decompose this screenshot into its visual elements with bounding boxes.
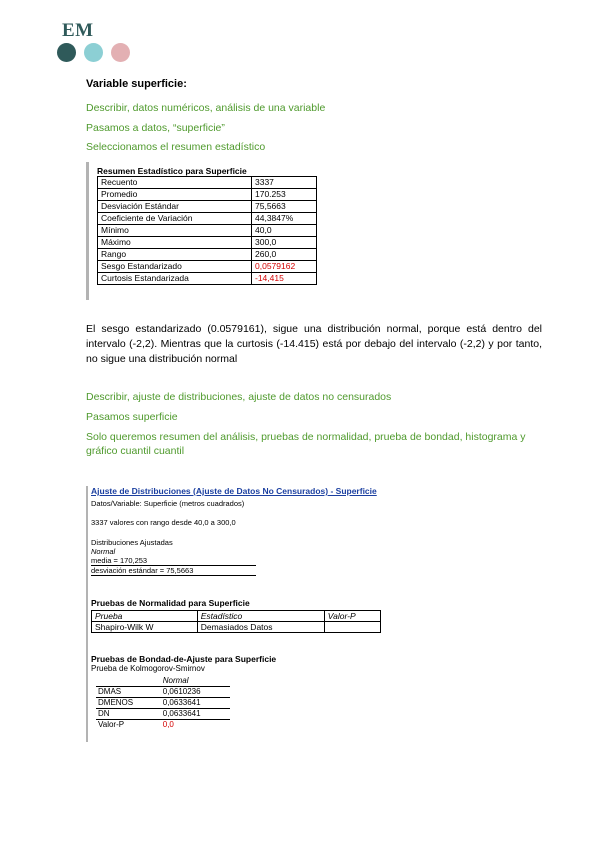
step-1-3: Seleccionamos el resumen estadístico [86,141,266,153]
logo-text: EM [62,20,94,41]
row-label: Máximo [98,237,252,249]
fit-title: Ajuste de Distribuciones (Ajuste de Datos No Censurados) - Superficie [91,486,377,496]
fit-output-block [86,486,428,742]
row-label: Sesgo Estandarizado [98,261,252,273]
row-value: 260,0 [252,249,317,261]
fitted-distribution-lines [91,547,256,576]
header-cell: Prueba [92,611,198,622]
header-cell: Normal [161,676,230,687]
table-row [98,189,317,201]
row-value: 170.253 [252,189,317,201]
row-value: -14,415 [252,273,317,285]
row-label: Curtosis Estandarizada [98,273,252,285]
logo-dot-pink [111,43,130,62]
summary-table [97,176,317,285]
row-value: 0,0 [162,720,174,729]
normality-title: Pruebas de Normalidad para Superficie [91,598,250,608]
gof-subtitle: Prueba de Kolmogorov-Smirnov [91,664,205,673]
gof-table [96,676,230,730]
gof-title: Pruebas de Bondad-de-Ajuste para Superficie [91,654,277,664]
table-row [98,177,317,189]
row-label: DN [96,709,161,720]
step-1-2: Pasamos a datos, “superficie” [86,122,225,134]
cell: Shapiro-Wilk W [92,622,198,633]
cell: Demasiados Datos [197,622,324,633]
table-row [96,709,230,720]
summary-title: Resumen Estadístico para Superficie [97,166,247,176]
header-cell: Valor-P [324,611,380,622]
table-row [98,213,317,225]
row-value: 40,0 [252,225,317,237]
fitted-line: media = 170,253 [91,556,256,566]
section-heading: Variable superficie: [86,78,187,90]
row-value: 0,0579162 [252,261,317,273]
row-label: Mínimo [98,225,252,237]
table-header-row [96,676,230,687]
fitted-distributions-label: Distribuciones Ajustadas [91,538,173,547]
row-value: 0,0633641 [161,709,230,720]
row-label: DMENOS [96,698,161,709]
table-row [96,720,230,731]
row-label: Valor-P [98,720,125,729]
row-value: 44,3847% [252,213,317,225]
logo-dot-dark [57,43,76,62]
row-label: Desviación Estándar [98,201,252,213]
step-2-2: Pasamos superficie [86,411,178,423]
table-row [98,225,317,237]
step-2-1: Describir, ajuste de distribuciones, ajuste de datos no censurados [86,391,392,403]
table-row [98,273,317,285]
logo-dot-teal [84,43,103,62]
table-row [98,201,317,213]
row-label: Rango [98,249,252,261]
row-label: Recuento [98,177,252,189]
table-row [96,687,230,698]
table-row [96,698,230,709]
cell [324,622,380,633]
row-value: 0,0633641 [161,698,230,709]
row-value: 75,5663 [252,201,317,213]
table-row [98,249,317,261]
analysis-paragraph: El sesgo estandarizado (0.0579161), sigue una distribución normal, porque está dentro del intervalo (-2,2). Mientras que la curtosis (-14.415) está por debajo del intervalo (-2,2) y por tanto, no sigue una distribución normal [86,323,542,365]
table-row [98,261,317,273]
fitted-line: desviación estándar = 75,5663 [91,566,256,576]
table-row [92,622,381,633]
fit-values-range: 3337 valores con rango desde 40,0 a 300,0 [91,518,236,527]
row-value: 3337 [252,177,317,189]
row-label: DMAS [96,687,161,698]
fit-data-variable: Datos/Variable: Superficie (metros cuadrados) [91,499,245,508]
step-2-3: Solo queremos resumen del análisis, pruebas de normalidad, prueba de bondad, histograma y gráfico cuantil cuantil [86,431,526,457]
normality-table [91,610,381,633]
table-header-row [92,611,381,622]
fitted-line: Normal [91,547,116,556]
step-1-1: Describir, datos numéricos, análisis de una variable [86,102,326,114]
row-value: 300,0 [252,237,317,249]
row-label: Promedio [98,189,252,201]
header-cell: Estadístico [197,611,324,622]
row-label: Coeficiente de Variación [98,213,252,225]
table-row [98,237,317,249]
row-value: 0,0610236 [161,687,230,698]
summary-statistics-block [86,162,331,300]
